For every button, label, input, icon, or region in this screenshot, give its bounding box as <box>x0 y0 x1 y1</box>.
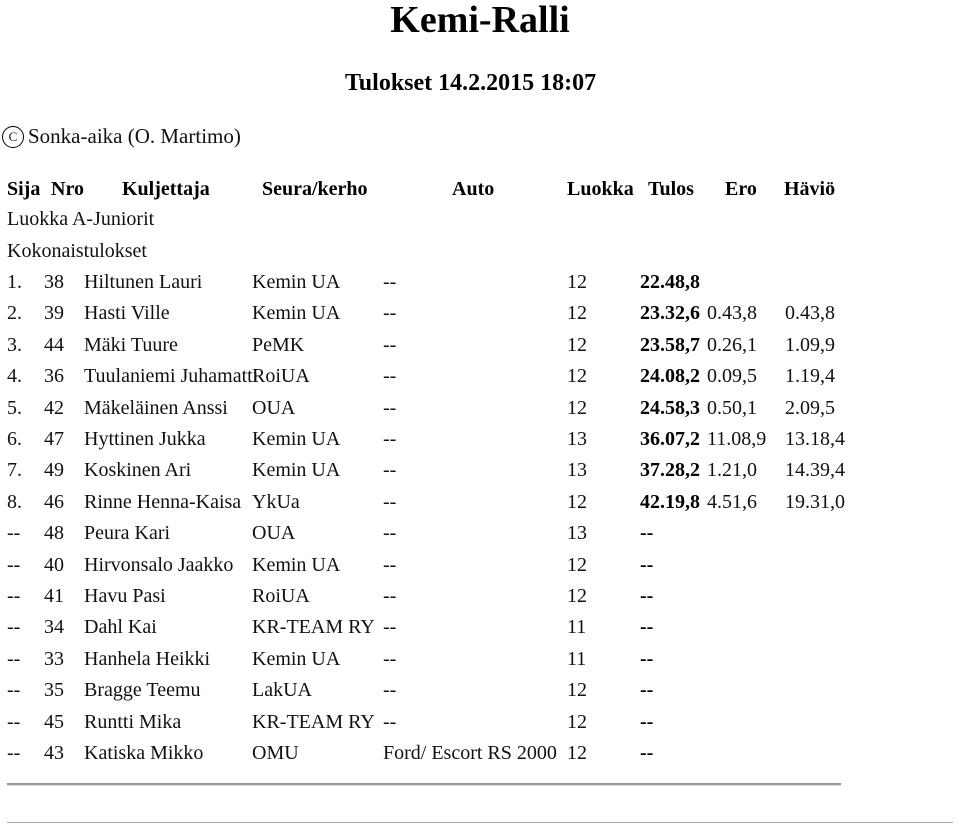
cell-kuljettaja: Dahl Kai <box>84 616 157 639</box>
overall-heading: Kokonaistulokset <box>7 240 147 262</box>
cell-auto: -- <box>383 522 397 545</box>
cell-tulos: 23.58,7 <box>640 333 700 356</box>
cell-nro: 44 <box>44 333 64 356</box>
cell-nro: 35 <box>44 679 64 702</box>
cell-kuljettaja: Mäkeläinen Anssi <box>84 396 228 419</box>
cell-luokka: 11 <box>567 616 587 639</box>
cell-tulos: -- <box>640 553 654 576</box>
cell-tulos: -- <box>640 710 654 733</box>
cell-kuljettaja: Hirvonsalo Jaakko <box>84 553 234 576</box>
table-row <box>0 486 960 518</box>
cell-tulos: 42.19,8 <box>640 490 700 513</box>
cell-havio: 14.39,4 <box>785 459 845 482</box>
cell-seura: Kemin UA <box>252 428 341 450</box>
cell-sija: -- <box>7 679 21 702</box>
cell-tulos: -- <box>640 616 654 639</box>
table-row <box>0 737 960 769</box>
cell-auto: -- <box>383 365 397 388</box>
cell-luokka: 13 <box>567 459 587 482</box>
cell-ero: 4.51,6 <box>707 490 757 513</box>
class-heading: Luokka A-Juniorit <box>7 208 155 230</box>
cell-auto: -- <box>383 553 397 576</box>
cell-havio: 1.19,4 <box>785 365 835 388</box>
table-row <box>0 643 960 675</box>
copyright-icon <box>2 126 24 148</box>
stage-name <box>2 122 241 150</box>
cell-luokka: 12 <box>567 365 587 388</box>
table-row <box>0 706 960 738</box>
cell-luokka: 12 <box>567 553 587 576</box>
cell-luokka: 12 <box>567 679 587 702</box>
cell-havio: 2.09,5 <box>785 396 835 419</box>
cell-auto: -- <box>383 710 397 733</box>
header-havio: Häviö <box>784 178 836 200</box>
cell-kuljettaja: Hanhela Heikki <box>84 647 211 670</box>
cell-nro: 45 <box>44 710 64 733</box>
cell-seura: RoiUA <box>252 365 310 388</box>
cell-kuljettaja: Rinne Henna-Kaisa <box>84 490 242 513</box>
cell-nro: 49 <box>44 459 64 482</box>
cell-luokka: 12 <box>567 710 587 733</box>
header-seura: Seura/kerho <box>262 178 368 200</box>
table-row <box>0 297 960 329</box>
cell-seura: YkUa <box>252 490 300 513</box>
table-row <box>0 674 960 706</box>
table-row <box>0 611 960 643</box>
cell-sija: 6. <box>7 428 22 450</box>
cell-seura: Kemin UA <box>252 271 341 293</box>
cell-kuljettaja: Runtti Mika <box>84 710 182 733</box>
cell-auto: -- <box>383 302 397 325</box>
cell-seura: OUA <box>252 522 296 545</box>
cell-nro: 38 <box>44 271 64 293</box>
table-row <box>0 360 960 392</box>
cell-auto: -- <box>383 679 397 702</box>
cell-kuljettaja: Tuulaniemi Juhamatti <box>84 365 259 388</box>
cell-nro: 43 <box>44 742 64 764</box>
header-kuljettaja: Kuljettaja <box>122 178 210 200</box>
cell-sija: 8. <box>7 490 22 513</box>
cell-nro: 46 <box>44 490 64 513</box>
table-row <box>0 266 960 298</box>
cell-havio: 13.18,4 <box>785 428 845 450</box>
cell-kuljettaja: Katiska Mikko <box>84 742 204 764</box>
cell-ero: 0.50,1 <box>707 396 757 419</box>
cell-auto: -- <box>383 333 397 356</box>
cell-kuljettaja: Mäki Tuure <box>84 333 178 356</box>
cell-havio: 1.09,9 <box>785 333 835 356</box>
cell-kuljettaja: Koskinen Ari <box>84 459 192 482</box>
cell-luokka: 12 <box>567 302 587 325</box>
divider <box>7 783 841 786</box>
cell-tulos: 24.58,3 <box>640 396 700 419</box>
cell-luokka: 12 <box>567 742 587 764</box>
cell-luokka: 12 <box>567 396 587 419</box>
cell-sija: 1. <box>7 271 22 293</box>
header-sija: Sija <box>7 178 41 200</box>
cell-luokka: 12 <box>567 271 587 293</box>
cell-sija: -- <box>7 616 21 639</box>
cell-kuljettaja: Havu Pasi <box>84 585 166 607</box>
cell-tulos: 36.07,2 <box>640 428 700 450</box>
cell-tulos: 24.08,2 <box>640 365 700 388</box>
cell-ero: 11.08,9 <box>707 428 767 450</box>
cell-kuljettaja: Peura Kari <box>84 522 171 545</box>
cell-sija: -- <box>7 585 21 607</box>
cell-tulos: 37.28,2 <box>640 459 700 482</box>
cell-seura: Kemin UA <box>252 647 341 670</box>
table-row <box>0 549 960 581</box>
cell-nro: 40 <box>44 553 64 576</box>
cell-auto: Ford/ Escort RS 2000 <box>383 742 557 764</box>
cell-seura: Kemin UA <box>252 553 341 576</box>
cell-havio: 19.31,0 <box>785 490 845 513</box>
cell-havio: 0.43,8 <box>785 302 835 325</box>
cell-sija: 2. <box>7 302 22 325</box>
cell-nro: 41 <box>44 585 64 607</box>
cell-ero: 1.21,0 <box>707 459 757 482</box>
cell-auto: -- <box>383 459 397 482</box>
cell-tulos: 23.32,6 <box>640 302 700 325</box>
cell-nro: 48 <box>44 522 64 545</box>
table-row <box>0 454 960 486</box>
cell-ero: 0.43,8 <box>707 302 757 325</box>
cell-luokka: 13 <box>567 522 587 545</box>
cell-nro: 42 <box>44 396 64 419</box>
cell-sija: 3. <box>7 333 22 356</box>
cell-seura: Kemin UA <box>252 459 341 482</box>
cell-nro: 47 <box>44 428 64 450</box>
cell-auto: -- <box>383 428 397 450</box>
cell-seura: KR-TEAM RY <box>252 616 375 639</box>
cell-seura: OMU <box>252 742 299 764</box>
header-tulos: Tulos <box>648 178 694 200</box>
cell-nro: 36 <box>44 365 64 388</box>
cell-auto: -- <box>383 585 397 607</box>
cell-tulos: 22.48,8 <box>640 271 700 293</box>
cell-seura: RoiUA <box>252 585 310 607</box>
cell-auto: -- <box>383 616 397 639</box>
cell-auto: -- <box>383 271 397 293</box>
cell-tulos: -- <box>640 679 654 702</box>
cell-sija: -- <box>7 553 21 576</box>
cell-sija: -- <box>7 710 21 733</box>
table-row <box>0 517 960 549</box>
header-auto: Auto <box>452 178 495 200</box>
footer-divider <box>7 822 953 823</box>
results-timestamp: Tulokset 14.2.2015 18:07 <box>345 70 597 96</box>
cell-ero: 0.26,1 <box>707 333 757 356</box>
cell-auto: -- <box>383 396 397 419</box>
cell-ero: 0.09,5 <box>707 365 757 388</box>
page-title: Kemi-Ralli <box>390 0 570 41</box>
cell-nro: 33 <box>44 647 64 670</box>
cell-seura: Kemin UA <box>252 302 341 325</box>
cell-auto: -- <box>383 647 397 670</box>
cell-seura: PeMK <box>252 333 305 356</box>
cell-seura: KR-TEAM RY <box>252 710 375 733</box>
cell-nro: 39 <box>44 302 64 325</box>
cell-sija: -- <box>7 742 21 764</box>
cell-kuljettaja: Bragge Teemu <box>84 679 201 702</box>
cell-sija: 4. <box>7 365 22 388</box>
header-luokka: Luokka <box>567 178 634 200</box>
cell-tulos: -- <box>640 585 654 607</box>
cell-sija: 5. <box>7 396 22 419</box>
cell-seura: OUA <box>252 396 296 419</box>
cell-tulos: -- <box>640 742 654 764</box>
cell-luokka: 12 <box>567 490 587 513</box>
cell-kuljettaja: Hasti Ville <box>84 302 170 325</box>
table-row <box>0 423 960 455</box>
cell-sija: -- <box>7 522 21 545</box>
cell-kuljettaja: Hiltunen Lauri <box>84 271 203 293</box>
header-ero: Ero <box>725 178 757 200</box>
cell-luokka: 11 <box>567 647 587 670</box>
cell-luokka: 12 <box>567 333 587 356</box>
cell-nro: 34 <box>44 616 64 639</box>
cell-sija: -- <box>7 647 21 670</box>
table-row <box>0 329 960 361</box>
table-row <box>0 392 960 424</box>
header-nro: Nro <box>51 178 84 200</box>
cell-luokka: 13 <box>567 428 587 450</box>
cell-sija: 7. <box>7 459 22 482</box>
cell-luokka: 12 <box>567 585 587 607</box>
cell-tulos: -- <box>640 522 654 545</box>
stage-label: Sonka-aika (O. Martimo) <box>28 124 241 148</box>
cell-seura: LakUA <box>252 679 312 702</box>
cell-tulos: -- <box>640 647 654 670</box>
table-row <box>0 580 960 612</box>
cell-kuljettaja: Hyttinen Jukka <box>84 428 206 450</box>
cell-auto: -- <box>383 490 397 513</box>
